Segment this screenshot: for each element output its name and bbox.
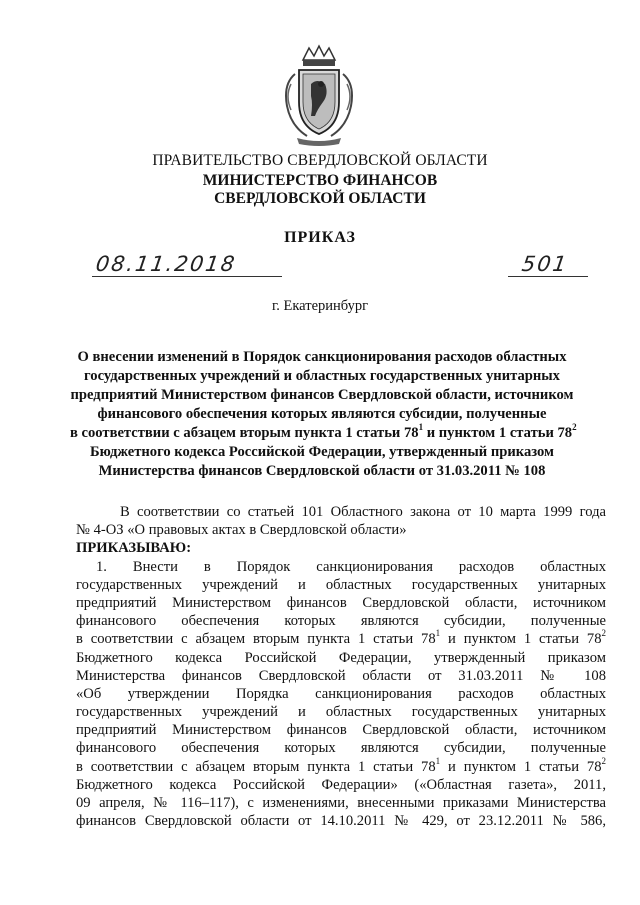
title-line: Министерства финансов Свердловской области от 31.03.2011 № 108 [98, 463, 546, 479]
title-line: в соответствии с абзацем вторым пункта 1 статьи $78^1$ и пунктом 1 статьи $78^2$ [70, 422, 577, 441]
ministry-name: МИНИСТЕРСТВО ФИНАНСОВ [202, 172, 438, 189]
date-underline [92, 276, 282, 277]
order-word: ПРИКАЗЫВАЮ: [76, 540, 192, 557]
body-line: предприятий Министерством финансов Свердловской области, источником [76, 722, 606, 739]
body-line: № 4-ОЗ «О правовых актах в Свердловской области» [76, 522, 407, 539]
title-line: финансового обеспечения которых являются субсидии, полученные [97, 406, 547, 422]
order-title [70, 348, 577, 481]
body-line: финансового обеспечения которых являются субсидии, полученные [76, 613, 606, 630]
coat-of-arms-emblem [281, 44, 357, 148]
body-line: «Об утверждении Порядка санкционирования расходов областных [76, 685, 606, 702]
document-type: ПРИКАЗ [284, 229, 356, 246]
body-line: государственных учреждений и областных государственных унитарных [76, 576, 606, 593]
body-line: финансового обеспечения которых являются субсидии, полученные [76, 740, 606, 757]
body-line: в соответствии с абзацем вторым пункта 1 статьи $78^1$ и пунктом 1 статьи $78^2$ [76, 628, 606, 648]
order-date: 08.11.2018 [94, 252, 238, 276]
body-line: государственных учреждений и областных государственных унитарных [76, 704, 606, 721]
body-line: В соответствии со статьей 101 Областного закона от 10 марта 1999 года [120, 504, 606, 520]
body-line: Министерства финансов Свердловской области от 31.03.2011 № 108 [76, 667, 606, 684]
government-name: ПРАВИТЕЛЬСТВО СВЕРДЛОВСКОЙ ОБЛАСТИ [152, 152, 488, 169]
title-line: предприятий Министерством финансов Свердловской области, источником [70, 387, 574, 403]
body-line: 09 апреля, № 116–117), с изменениями, внесенными приказами Министерства [76, 795, 606, 811]
body-line: в соответствии с абзацем вторым пункта 1 статьи $78^1$ и пунктом 1 статьи $78^2$ [76, 755, 606, 775]
body-line: 1. Внести в Порядок санкционирования расходов областных [96, 558, 606, 575]
order-number: 501 [520, 252, 570, 276]
body-line: финансов Свердловской области от 14.10.2011 № 429, от 23.12.2011 № 586, [76, 813, 606, 830]
body-line: Бюджетного кодекса Российской Федерации» («Областная газета», 2011, [76, 776, 606, 793]
title-line: О внесении изменений в Порядок санкционирования расходов областных [77, 349, 567, 365]
title-line: государственных учреждений и областных государственных унитарных [84, 368, 560, 384]
order-body [76, 503, 606, 830]
body-line: Бюджетного кодекса Российской Федерации, утвержденный приказом [76, 649, 606, 666]
ministry-region: СВЕРДЛОВСКОЙ ОБЛАСТИ [214, 190, 426, 207]
body-line: предприятий Министерством финансов Свердловской области, источником [76, 594, 606, 611]
number-underline [508, 276, 588, 277]
city-line: г. Екатеринбург [271, 298, 369, 314]
title-line: Бюджетного кодекса Российской Федерации, утвержденный приказом [90, 444, 554, 460]
